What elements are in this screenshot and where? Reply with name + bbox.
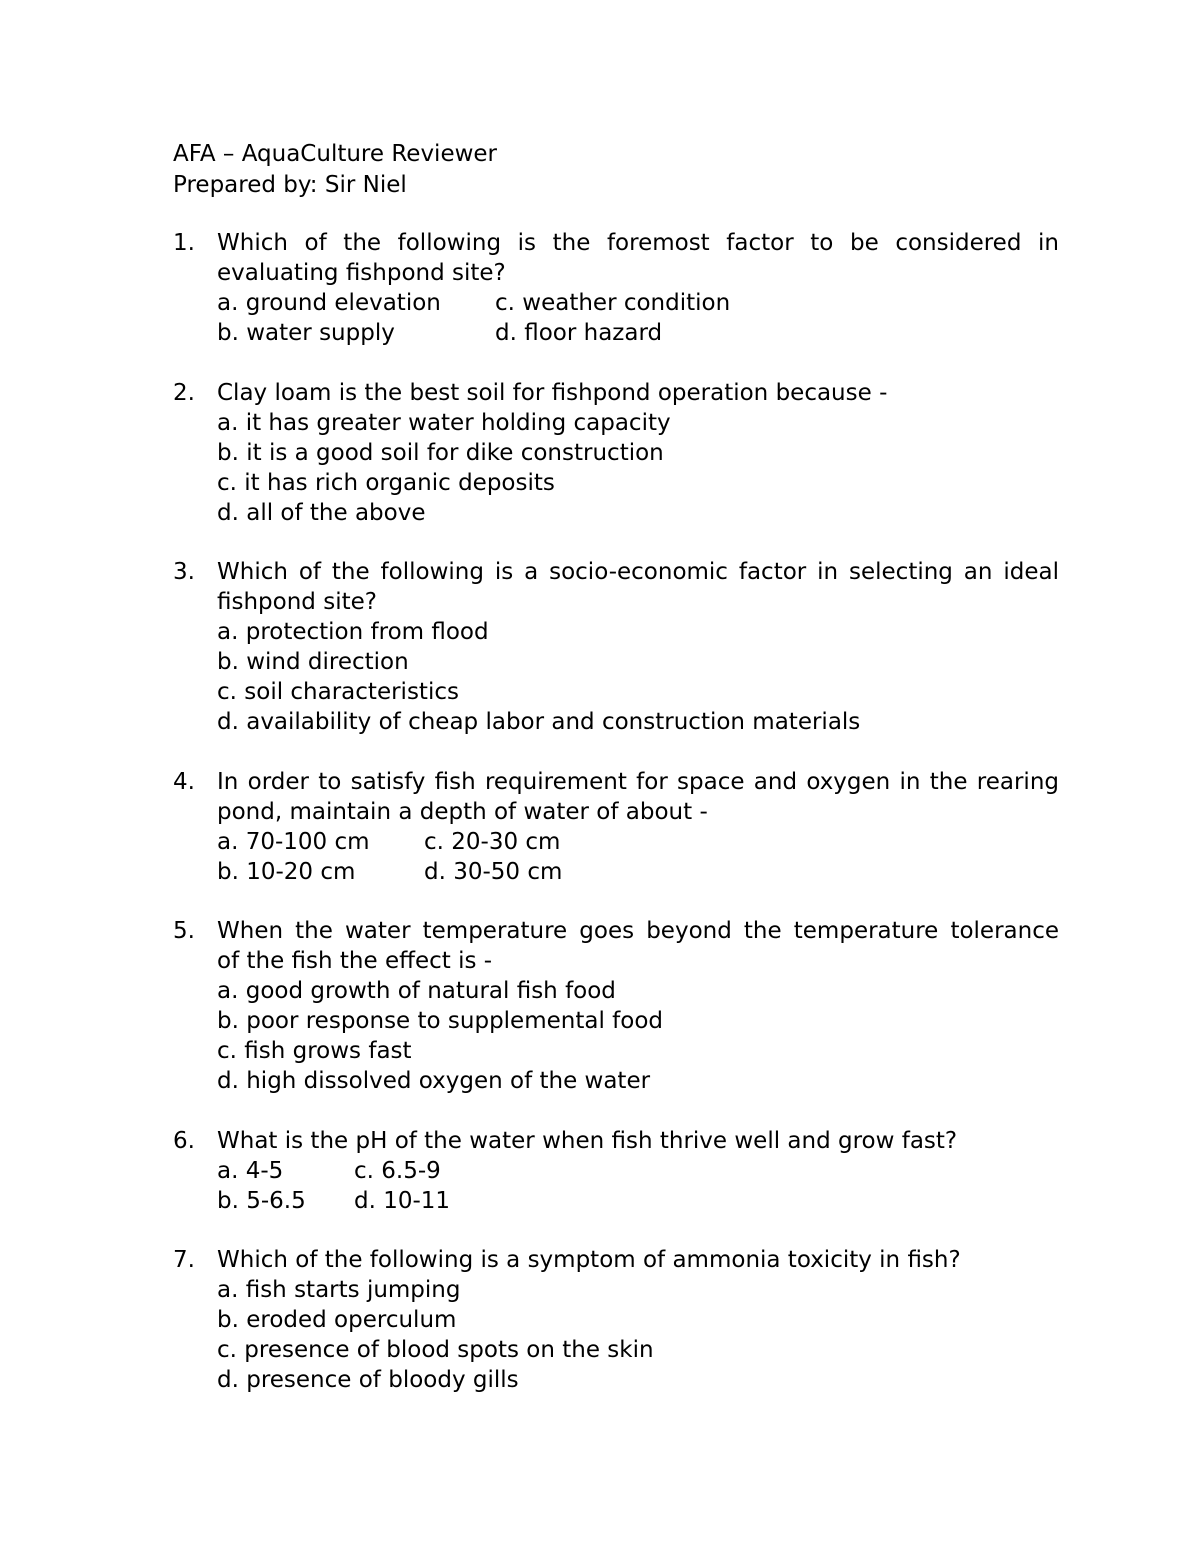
question-number: 7. [173,1247,195,1273]
question-2 [173,378,1059,528]
question-stem-line: Which of the following is a symptom of ammonia toxicity in fish? [217,1247,961,1273]
option-b: b. wind direction [217,649,409,675]
option-c: c. 20-30 cm [424,828,561,855]
option-d: d. availability of cheap labor and construction materials [217,709,861,735]
option-d: d. 30-50 cm [424,858,563,885]
question-stem-line: When the water temperature goes beyond the temperature tolerance [217,918,1059,944]
question-stem-line: Which of the following is the foremost factor to be considered in [217,230,1059,256]
option-d: d. all of the above [217,499,426,526]
option-d: d. floor hazard [495,320,663,346]
option-c: c. 6.5-9 [354,1157,441,1184]
question-3 [173,557,1059,737]
question-5 [173,916,1059,1096]
option-a: a. protection from flood [217,619,489,645]
question-stem-line: Clay loam is the best soil for fishpond operation because - [217,379,888,406]
option-b: b. it is a good soil for dike construction [217,439,664,466]
option-b: b. 5-6.5 [217,1187,306,1214]
question-stem-line: What is the pH of the water when fish thrive well and grow fast? [217,1127,958,1154]
option-c: c. soil characteristics [217,679,459,705]
option-c: c. presence of blood spots on the skin [217,1337,654,1363]
option-c: c. it has rich organic deposits [217,469,555,496]
option-a: a. 70-100 cm [217,828,370,855]
option-d: d. presence of bloody gills [217,1367,519,1393]
question-6 [173,1126,1059,1216]
option-b: b. poor response to supplemental food [217,1008,663,1034]
prepared-by: Prepared by: Sir Niel [173,171,407,198]
option-c: c. fish grows fast [217,1038,412,1064]
option-a: a. ground elevation [217,290,441,316]
question-7 [173,1245,1059,1395]
option-a: a. good growth of natural fish food [217,978,616,1004]
question-number: 5. [173,918,195,944]
option-a: a. it has greater water holding capacity [217,409,671,436]
option-d: d. high dissolved oxygen of the water [217,1068,651,1094]
option-b: b. eroded operculum [217,1307,457,1333]
question-4 [173,767,1059,887]
option-a: a. fish starts jumping [217,1277,461,1303]
question-number: 6. [173,1127,195,1154]
question-stem-line: Which of the following is a socio-economic factor in selecting an ideal [217,559,1059,585]
question-stem-line: of the fish the effect is - [217,948,493,974]
question-number: 4. [173,768,195,795]
question-stem-line: fishpond site? [217,589,377,615]
question-number: 2. [173,379,195,406]
question-number: 1. [173,230,195,256]
option-b: b. 10-20 cm [217,858,356,885]
question-stem-line: evaluating fishpond site? [217,260,506,286]
document-page [173,139,1059,1395]
question-1 [173,228,1059,348]
question-number: 3. [173,559,195,585]
question-stem-line: In order to satisfy fish requirement for space and oxygen in the rearing [217,768,1059,795]
question-stem-line: pond, maintain a depth of water of about - [217,798,708,825]
option-c: c. weather condition [495,290,731,316]
option-d: d. 10-11 [354,1187,451,1214]
document-title: AFA – AquaCulture Reviewer [173,141,498,167]
document-header [173,139,1059,200]
option-b: b. water supply [217,320,395,346]
option-a: a. 4-5 [217,1157,284,1184]
